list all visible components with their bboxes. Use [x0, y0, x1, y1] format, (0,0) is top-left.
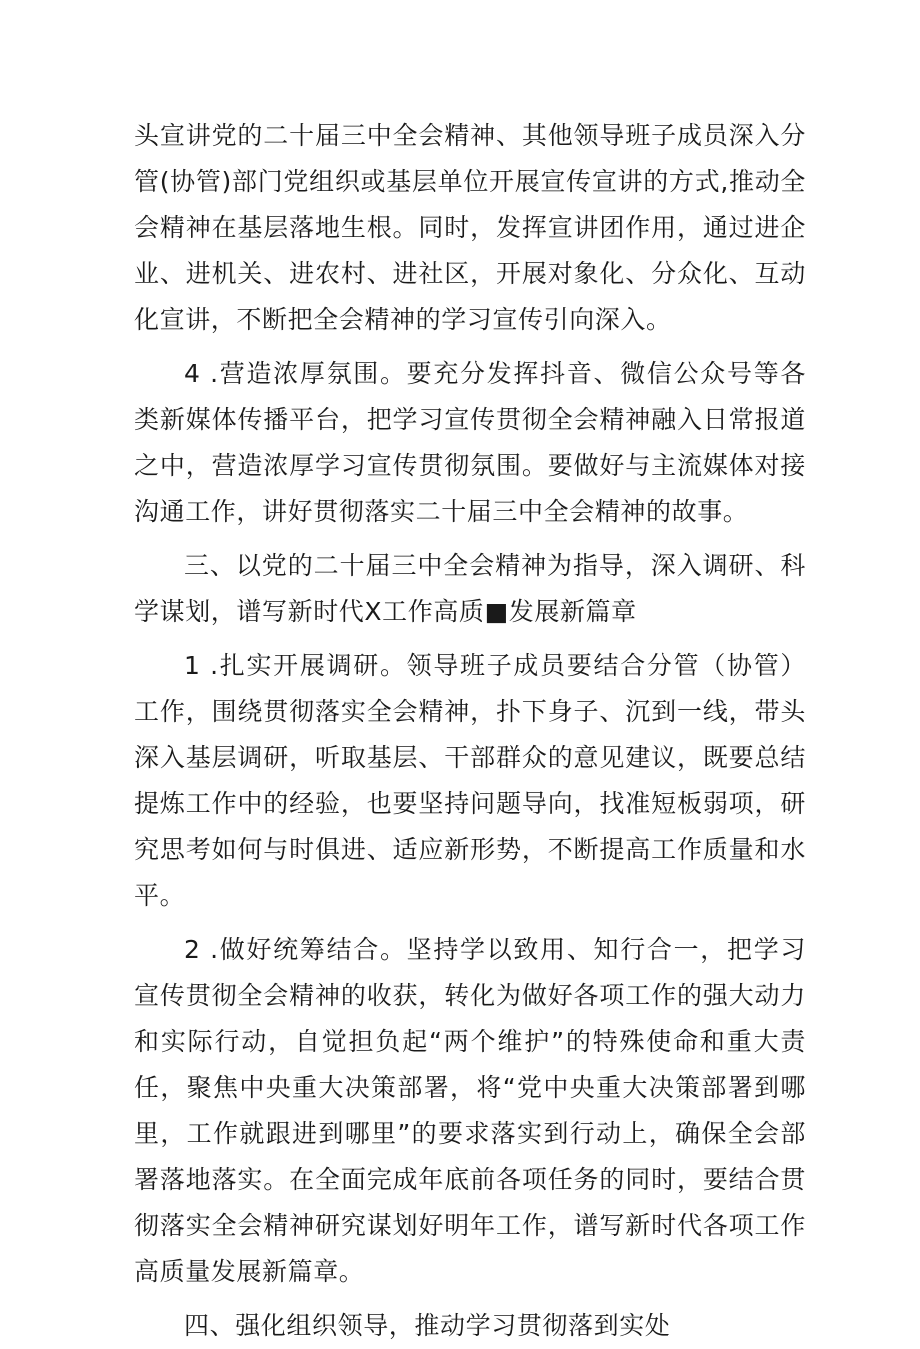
section-heading-3: 三、以党的二十届三中全会精神为指导，深入调研、科学谋划，谱写新时代X工作高质■发展新篇章 [134, 551, 806, 626]
paragraph-item-1: 1 .扎实开展调研。领导班子成员要结合分管（协管）工作，围绕贯彻落实全会精神，扑下身子、沉到一线，带头深入基层调研，听取基层、干部群众的意见建议，既要总结提炼工作中的经验，也要坚持问题导向，找准短板弱项，研究思考如何与时俱进、适应新形势，不断提高工作质量和水平。 [134, 651, 806, 910]
paragraph-item-2: 2 .做好统筹结合。坚持学以致用、知行合一，把学习宣传贯彻全会精神的收获，转化为做好各项工作的强大动力和实际行动，自觉担负起“两个维护”的特殊使命和重大责任，聚焦中央重大决策部署，将“党中央重大决策部署到哪里，工作就跟进到哪里”的要求落实到行动上，确保全会部署落地落实。在全面完成年底前各项任务的同时，要结合贯彻落实全会精神研究谋划好明年工作，谱写新时代各项工作高质量发展新篇章。 [134, 935, 806, 1286]
section-heading-4: 四、强化组织领导，推动学习贯彻落到实处 [184, 1311, 671, 1340]
paragraph-item-4: 4 .营造浓厚氛围。要充分发挥抖音、微信公众号等各类新媒体传播平台，把学习宣传贯彻全会精神融入日常报道之中，营造浓厚学习宣传贯彻氛围。要做好与主流媒体对接沟通工作，讲好贯彻落实二十届三中全会精神的故事。 [134, 359, 806, 526]
paragraph-continuation: 头宣讲党的二十届三中全会精神、其他领导班子成员深入分管(协管)部门党组织或基层单位开展宣传宣讲的方式,推动全会精神在基层落地生根。同时，发挥宣讲团作用，通过进企业、进机关、进农村、进社区，开展对象化、分众化、互动化宣讲，不断把全会精神的学习宣传引向深入。 [134, 121, 806, 334]
document-body [134, 113, 806, 1349]
